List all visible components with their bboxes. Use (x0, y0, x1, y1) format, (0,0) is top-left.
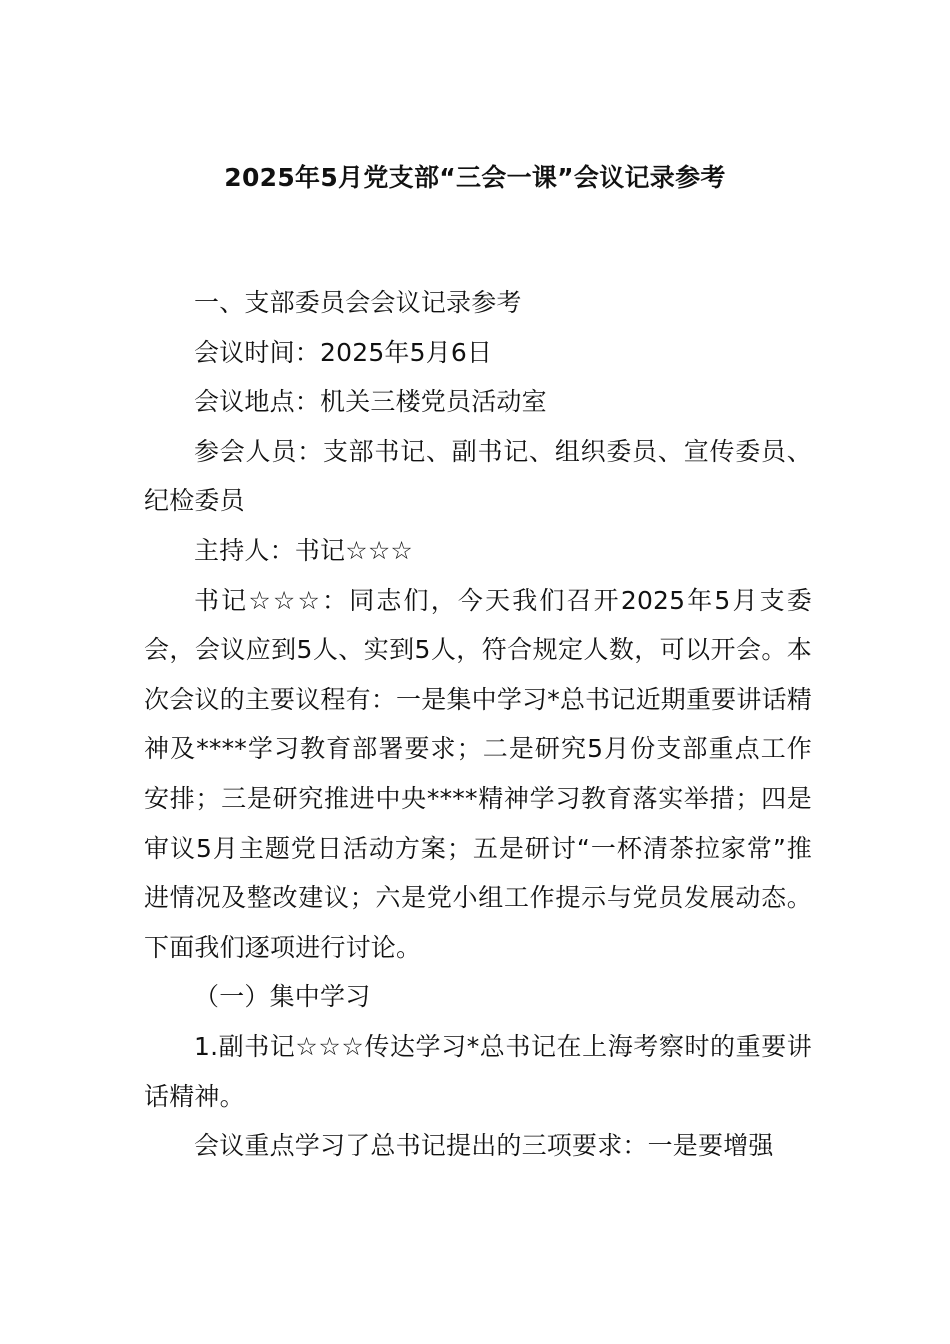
agenda-item: 1.副书记☆☆☆传达学习*总书记在上海考察时的重要讲话精神。 (144, 1031, 812, 1111)
attendees: 参会人员：支部书记、副书记、组织委员、宣传委员、纪检委员 (144, 436, 812, 516)
subsection-heading: （一）集中学习 (194, 982, 371, 1012)
opening-remarks: 书记☆☆☆：同志们，今天我们召开2025年5月支委会，会议应到5人、实到5人，符合规定人数，可以开会。本次会议的主要议程有：一是集中学习*总书记近期重要讲话精神及****学习教育部署要求；二是研究5月份支部重点工作安排；三是研究推进中央****精神学习教育落实举措；四是审议5月主题党日活动方案；五是研讨“一杯清茶拉家常”推进情况及整改建议；六是党小组工作提示与党员发展动态。下面我们逐项进行讨论。 (144, 585, 812, 962)
section-heading: 一、支部委员会会议记录参考 (194, 288, 522, 317)
body-paragraph: 会议重点学习了总书记提出的三项要求：一是要增强 (194, 1131, 774, 1161)
meeting-location: 会议地点：机关三楼党员活动室 (194, 387, 547, 417)
meeting-time: 会议时间：2025年5月6日 (194, 337, 493, 367)
document-body (144, 278, 812, 1171)
host: 主持人：书记☆☆☆ (194, 535, 414, 565)
document-title: 2025年5月党支部“三会一课”会议记录参考 (224, 163, 726, 192)
